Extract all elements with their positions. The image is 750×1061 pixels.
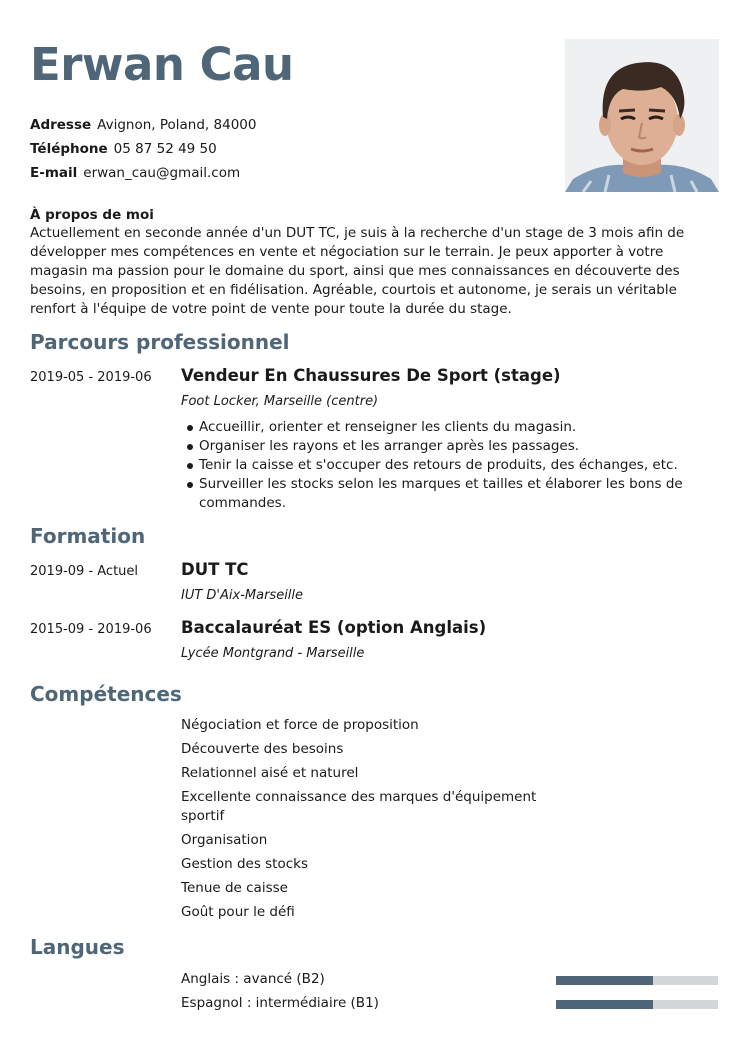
education-degree: Baccalauréat ES (option Anglais) bbox=[181, 618, 487, 637]
contact-info bbox=[30, 116, 256, 188]
task-text: Tenir la caisse et s'occuper des retours de produits, des échanges, etc. bbox=[199, 457, 678, 473]
skill-item: Négociation et force de proposition bbox=[181, 717, 419, 733]
education-school: IUT D'Aix-Marseille bbox=[181, 588, 304, 603]
bullet-icon bbox=[187, 463, 193, 469]
profile-photo-icon bbox=[565, 39, 719, 192]
language-level-bar bbox=[556, 1000, 718, 1009]
profile-photo bbox=[565, 39, 719, 192]
about-section bbox=[30, 206, 720, 319]
list-item bbox=[170, 437, 690, 456]
skills-title: Compétences bbox=[30, 682, 182, 706]
language-item bbox=[181, 970, 720, 990]
experience-job-title: Vendeur En Chaussures De Sport (stage) bbox=[181, 366, 561, 385]
language-level-fill bbox=[556, 1000, 653, 1009]
skill-item: Goût pour le défi bbox=[181, 904, 295, 920]
languages-title: Langues bbox=[30, 935, 125, 959]
language-label: Espagnol : intermédiaire (B1) bbox=[181, 995, 379, 1011]
bullet-icon bbox=[187, 425, 193, 431]
task-text: Organiser les rayons et les arranger après les passages. bbox=[199, 438, 580, 454]
language-level-fill bbox=[556, 976, 653, 985]
education-title: Formation bbox=[30, 524, 146, 548]
experience-company: Foot Locker, Marseille (centre) bbox=[181, 394, 379, 409]
contact-address-value: Avignon, Poland, 84000 bbox=[97, 117, 257, 133]
contact-address bbox=[30, 116, 256, 140]
language-level-bar bbox=[556, 976, 718, 985]
list-item bbox=[170, 418, 690, 437]
skill-item: Gestion des stocks bbox=[181, 856, 309, 872]
skill-item: Organisation bbox=[181, 832, 268, 848]
bullet-icon bbox=[187, 482, 193, 488]
list-item bbox=[170, 456, 690, 475]
skill-item: Excellente connaissance des marques d'équipement sportif bbox=[181, 789, 537, 824]
task-text: Accueillir, orienter et renseigner les clients du magasin. bbox=[199, 419, 577, 435]
contact-phone bbox=[30, 140, 256, 164]
contact-email bbox=[30, 164, 256, 188]
skill-item: Découverte des besoins bbox=[181, 741, 344, 757]
task-text: Surveiller les stocks selon les marques et tailles et élaborer les bons de commandes. bbox=[199, 476, 683, 511]
contact-email-label: E-mail bbox=[30, 165, 78, 181]
education-date: 2015-09 - 2019-06 bbox=[30, 622, 152, 637]
skill-item: Tenue de caisse bbox=[181, 880, 288, 896]
about-text: Actuellement en seconde année d'un DUT TC, je suis à la recherche d'un stage de 3 mois afin de développer mes compétences en vente et négociation sur le terrain. Je peux apporter à votre magasin ma passion pour le domaine du sport, ainsi que mes connaissances en découverte des besoins, en proposition et en fidélisation. Agréable, courtois et autonome, je serais un véritable renfort à l'équipe de votre point de vente pour toute la durée du stage. bbox=[30, 225, 685, 317]
candidate-name: Erwan Cau bbox=[30, 38, 294, 91]
language-label: Anglais : avancé (B2) bbox=[181, 971, 325, 987]
skills-list bbox=[181, 716, 561, 927]
list-item bbox=[170, 475, 690, 513]
experience-date: 2019-05 - 2019-06 bbox=[30, 370, 152, 385]
education-date: 2019-09 - Actuel bbox=[30, 564, 139, 579]
about-title: À propos de moi bbox=[30, 207, 154, 223]
contact-phone-value: 05 87 52 49 50 bbox=[113, 141, 217, 157]
education-degree: DUT TC bbox=[181, 560, 249, 579]
experience-title: Parcours professionnel bbox=[30, 330, 290, 354]
contact-address-label: Adresse bbox=[30, 117, 92, 133]
contact-phone-label: Téléphone bbox=[30, 141, 108, 157]
bullet-icon bbox=[187, 444, 193, 450]
contact-email-value: erwan_cau@gmail.com bbox=[83, 165, 241, 181]
education-school: Lycée Montgrand - Marseille bbox=[181, 646, 365, 661]
experience-task-list bbox=[170, 418, 690, 513]
skill-item: Relationnel aisé et naturel bbox=[181, 765, 359, 781]
language-item bbox=[181, 994, 720, 1014]
